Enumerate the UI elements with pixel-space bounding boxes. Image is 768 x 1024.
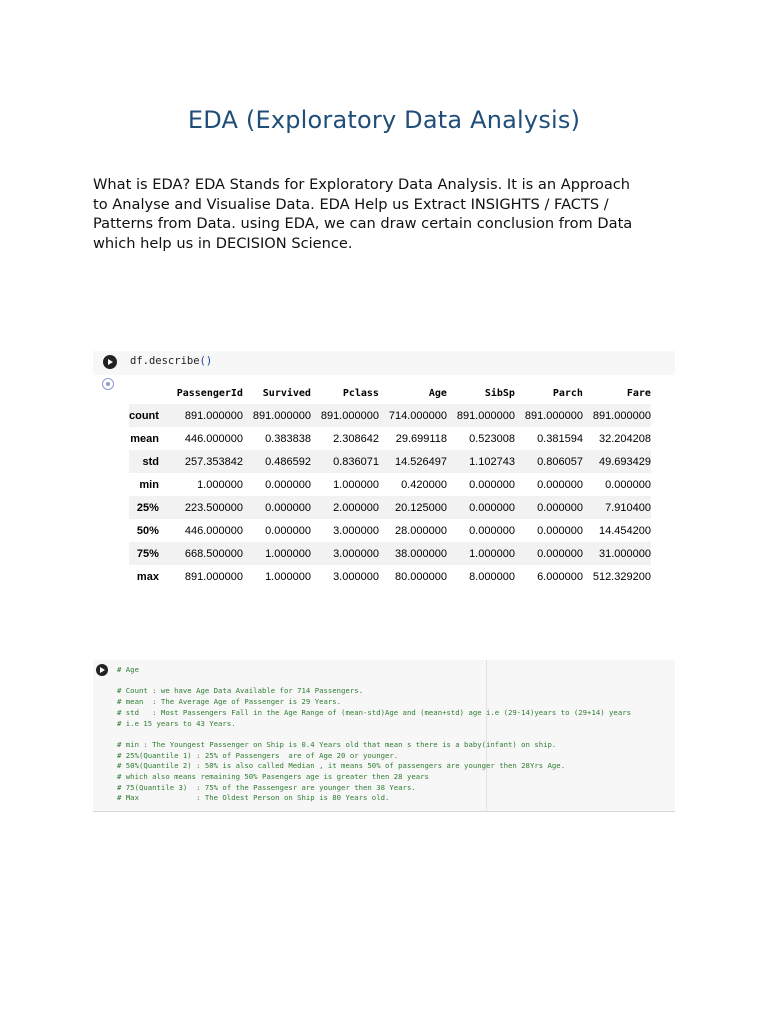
table-cell: 29.699118 [395, 432, 447, 445]
row-label: std [142, 455, 159, 468]
table-cell: 1.102743 [469, 455, 515, 468]
table-cell: 8.000000 [469, 570, 515, 583]
intro-line: which help us in DECISION Science. [93, 234, 353, 252]
table-cell: 49.693429 [598, 455, 651, 468]
table-row [129, 427, 651, 450]
column-header: Parch [552, 387, 583, 399]
table-cell: 0.523008 [469, 432, 515, 445]
table-cell: 6.000000 [537, 570, 583, 583]
table-row [129, 519, 651, 542]
table-cell: 14.454200 [598, 524, 651, 537]
table-header-row [129, 382, 651, 404]
table-cell: 891.000000 [184, 570, 243, 583]
table-cell: 891.000000 [252, 409, 311, 422]
table-cell: 0.000000 [469, 501, 515, 514]
column-header: Age [428, 387, 447, 399]
table-cell: 14.526497 [394, 455, 447, 468]
code-call: df.describe [130, 355, 200, 367]
table-row [129, 450, 651, 473]
comment-line: # i.e 15 years to 43 Years. [117, 718, 236, 728]
table-cell: 0.486592 [265, 455, 311, 468]
comment-line: # Count : we have Age Data Available for 714 Passengers. [117, 686, 364, 696]
table-cell: 0.000000 [265, 501, 311, 514]
column-header: PassengerId [176, 387, 243, 399]
page-title: EDA (Exploratory Data Analysis) [187, 106, 581, 134]
table-cell: 0.000000 [469, 524, 515, 537]
column-header: Survived [262, 387, 311, 399]
column-header: Fare [626, 387, 651, 399]
table-cell: 0.000000 [605, 478, 651, 491]
table-row [129, 496, 651, 519]
row-label: max [136, 570, 159, 583]
table-cell: 3.000000 [333, 524, 379, 537]
table-cell: 0.383838 [265, 432, 311, 445]
table-cell: 891.000000 [456, 409, 515, 422]
table-cell: 2.000000 [333, 501, 379, 514]
column-header: Pclass [342, 387, 379, 399]
intro-line: Patterns from Data. using EDA, we can draw certain conclusion from Data [93, 215, 633, 233]
table-cell: 891.000000 [184, 409, 243, 422]
table-cell: 1.000000 [265, 547, 311, 560]
describe-code-cell [93, 351, 675, 591]
table-cell: 0.000000 [537, 501, 583, 514]
intro-line: What is EDA? EDA Stands for Exploratory Data Analysis. It is an Approach [93, 176, 631, 193]
row-label: min [139, 478, 159, 491]
table-cell: 7.910400 [605, 501, 651, 514]
table-cell: 0.000000 [537, 478, 583, 491]
run-cell-icon[interactable] [96, 664, 108, 676]
table-cell: 223.500000 [184, 501, 243, 514]
comment-line: # min : The Youngest Passenger on Ship is 0.4 Years old that mean s there is a baby(infant) on ship. [117, 739, 557, 749]
table-cell: 38.000000 [394, 547, 447, 560]
intro-line: to Analyse and Visualise Data. EDA Help us Extract INSIGHTS / FACTS / [93, 195, 609, 213]
table-cell: 257.353842 [184, 455, 243, 468]
comment-line: # mean : The Average Age of Passenger is 29 Years. [117, 697, 342, 707]
code-text [130, 355, 212, 367]
comment-line: # Age [117, 665, 139, 674]
table-cell: 28.000000 [394, 524, 447, 537]
code-input[interactable] [93, 351, 675, 375]
comment-code-cell[interactable] [93, 660, 675, 812]
table-cell: 2.308642 [333, 432, 379, 445]
table-row [129, 473, 651, 496]
row-label: 25% [136, 501, 159, 514]
comment-line: # which also means remaining 50% Pasengers age is greater then 28 years [117, 772, 429, 781]
intro-paragraph [93, 175, 683, 253]
table-cell: 668.500000 [184, 547, 243, 560]
table-cell: 3.000000 [333, 570, 379, 583]
table-cell: 512.329200 [592, 570, 651, 583]
table-row [129, 404, 651, 427]
table-cell: 446.000000 [184, 524, 243, 537]
table-cell: 31.000000 [598, 547, 651, 560]
table-cell: 0.000000 [537, 524, 583, 537]
table-cell: 1.000000 [197, 478, 243, 491]
table-cell: 80.000000 [394, 570, 447, 583]
table-cell: 0.836071 [333, 455, 379, 468]
table-row [129, 542, 651, 565]
comment-line [117, 729, 631, 740]
table-row [129, 565, 651, 588]
row-label: 50% [136, 524, 159, 537]
comment-line: # 75(Quantile 3) : 75% of the Passengesr are younger then 38 Years. [117, 782, 416, 792]
comment-line: # 50%(Quantile 2) : 50% is also called Median , it means 50% of passengers are younger then 28Yrs Age. [117, 761, 566, 771]
table-cell: 891.000000 [524, 409, 583, 422]
table-cell: 1.000000 [469, 547, 515, 560]
row-label: count [129, 409, 159, 422]
table-cell: 714.000000 [388, 409, 447, 422]
table-cell: 0.381594 [537, 432, 583, 445]
comment-line: # Max : The Oldest Person on Ship is 80 Years old. [117, 793, 390, 803]
table-cell: 446.000000 [184, 432, 243, 445]
index-header [129, 382, 166, 404]
table-cell: 32.204208 [598, 432, 651, 445]
table-cell: 20.125000 [394, 501, 447, 514]
table-cell: 3.000000 [333, 547, 379, 560]
describe-table [129, 382, 651, 588]
table-cell: 0.420000 [401, 478, 447, 491]
comment-line: # 25%(Quantile 1) : 25% of Passengers are of Age 20 or younger. [117, 750, 399, 760]
row-label: mean [130, 432, 159, 445]
comment-line: # std : Most Passengers Fall in the Age Range of (mean-std)Age and (mean+std) age i.e (29-14)years to (29+14) years [117, 707, 631, 717]
table-cell: 1.000000 [265, 570, 311, 583]
run-cell-icon[interactable] [103, 355, 117, 369]
table-cell: 891.000000 [592, 409, 651, 422]
table-cell: 0.000000 [265, 478, 311, 491]
table-cell: 0.000000 [469, 478, 515, 491]
code-parens: () [199, 355, 213, 367]
table-cell: 0.806057 [537, 455, 583, 468]
table-cell: 1.000000 [333, 478, 379, 491]
row-label: 75% [136, 547, 159, 560]
output-icon [102, 378, 114, 390]
table-cell: 891.000000 [320, 409, 379, 422]
table-cell: 0.000000 [265, 524, 311, 537]
table-cell: 0.000000 [537, 547, 583, 560]
column-header: SibSp [484, 387, 515, 399]
comment-block [117, 665, 631, 804]
comment-line [117, 676, 631, 687]
